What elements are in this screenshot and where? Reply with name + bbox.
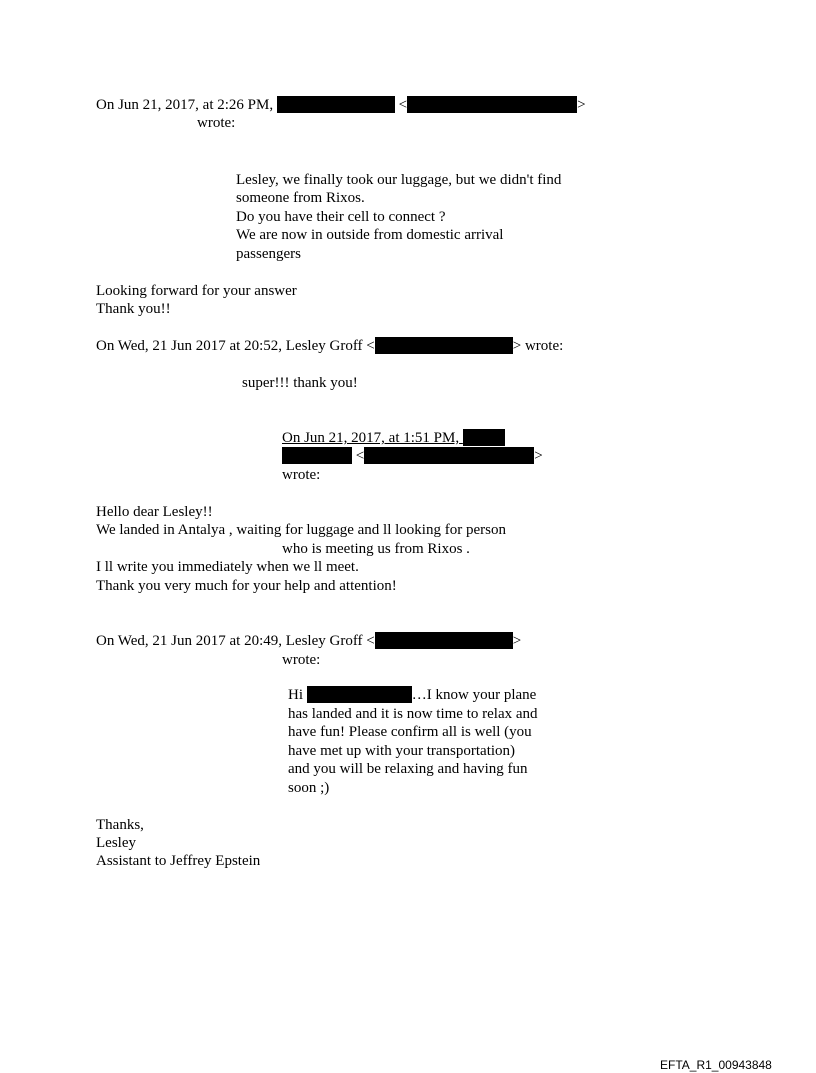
- message-4-line: soon ;): [288, 780, 330, 796]
- redaction-block: [282, 447, 352, 464]
- header-1-lt: <: [398, 97, 408, 113]
- header-3-line-2: [282, 447, 543, 465]
- header-4-wrote: wrote:: [282, 652, 321, 668]
- message-3-line: Thank you very much for your help and attention!: [96, 578, 397, 594]
- message-4-line-1-rest: …I know your plane: [411, 687, 537, 703]
- signature-line: Assistant to Jeffrey Epstein: [96, 853, 261, 869]
- message-4-line: and you will be relaxing and having fun: [288, 761, 528, 777]
- header-1-line: [96, 96, 586, 114]
- redaction-block: [375, 632, 513, 649]
- header-3-date: On Jun 21, 2017, at 1:51 PM,: [282, 430, 460, 446]
- message-4-line: [288, 686, 536, 704]
- header-3-lt: <: [355, 448, 365, 464]
- header-3-gt: >: [534, 448, 543, 464]
- document-id: EFTA_R1_00943848: [660, 1058, 772, 1072]
- reply-2-text: super!!! thank you!: [242, 375, 358, 391]
- redaction-block: [463, 429, 505, 446]
- header-3-wrote: wrote:: [282, 467, 321, 483]
- redaction-block: [307, 686, 412, 703]
- header-4-gt: >: [512, 633, 522, 649]
- message-3-line: I ll write you immediately when we ll meet.: [96, 559, 359, 575]
- message-1-line: We are now in outside from domestic arrival: [236, 227, 504, 243]
- signature-line: Thanks,: [96, 817, 144, 833]
- redaction-block: [407, 96, 577, 113]
- message-4-line: have met up with your transportation): [288, 743, 516, 759]
- header-2-wrote: > wrote:: [512, 338, 564, 354]
- header-1-gt: >: [577, 97, 586, 113]
- header-3-line: [282, 429, 505, 447]
- message-3-line: who is meeting us from Rixos .: [282, 541, 470, 557]
- message-1-line: Do you have their cell to connect ?: [236, 209, 446, 225]
- header-2-date: On Wed, 21 Jun 2017 at 20:52, Lesley Groff <: [96, 338, 375, 354]
- signature-line: Lesley: [96, 835, 136, 851]
- redaction-block: [277, 96, 395, 113]
- redaction-block: [375, 337, 513, 354]
- greeting-hi: Hi: [288, 687, 303, 703]
- message-4-line: have fun! Please confirm all is well (you: [288, 724, 532, 740]
- message-1-line: passengers: [236, 246, 301, 262]
- closing-line: Looking forward for your answer: [96, 283, 297, 299]
- message-3-line: Hello dear Lesley!!: [96, 504, 213, 520]
- message-3-line: We landed in Antalya , waiting for luggage and ll looking for person: [96, 522, 506, 538]
- closing-line: Thank you!!: [96, 301, 171, 317]
- header-1-date: On Jun 21, 2017, at 2:26 PM,: [96, 97, 274, 113]
- header-1-wrote: wrote:: [197, 115, 236, 131]
- redaction-block: [364, 447, 534, 464]
- message-4-line: has landed and it is now time to relax and: [288, 706, 538, 722]
- header-4-date: On Wed, 21 Jun 2017 at 20:49, Lesley Groff <: [96, 633, 375, 649]
- header-2-line: [96, 337, 563, 355]
- message-1-line: Lesley, we finally took our luggage, but we didn't find: [236, 172, 562, 188]
- header-4-line: [96, 632, 521, 650]
- message-1-line: someone from Rixos.: [236, 190, 365, 206]
